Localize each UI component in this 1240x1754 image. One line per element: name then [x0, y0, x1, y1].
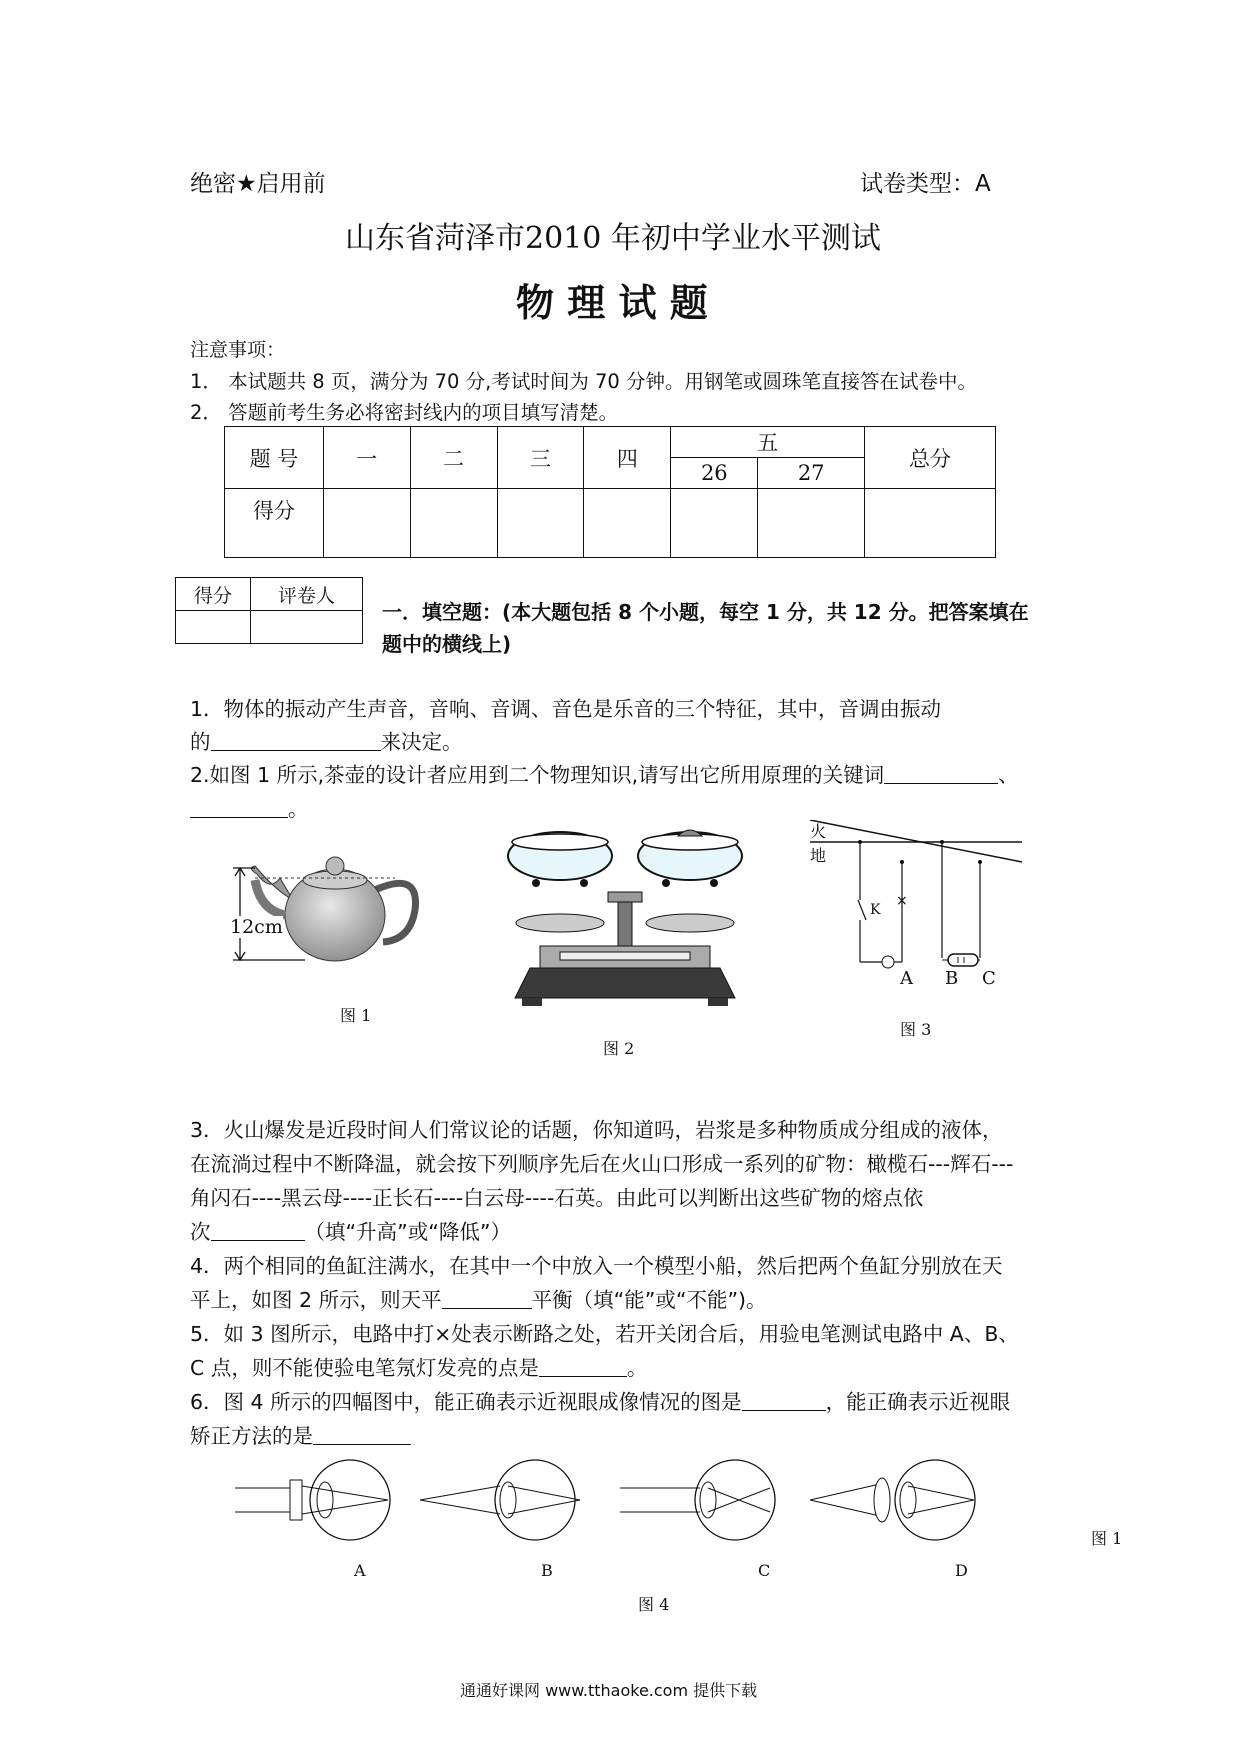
grader-score-cell[interactable] [176, 611, 251, 644]
q3-line4 [190, 1215, 511, 1245]
q6-line1-post: ，能正确表示近视眼 [825, 1390, 1011, 1414]
q4-answer-blank[interactable] [442, 1288, 532, 1309]
q3-line4-post: （填“升高”或“降低”） [304, 1220, 511, 1244]
figure4-label-d: D [955, 1561, 968, 1580]
col-header-total: 总分 [865, 427, 996, 489]
grader-name-cell[interactable] [251, 611, 363, 644]
stray-figure-caption: 图 1 [1091, 1529, 1123, 1548]
figure1-height-label: 12cm [230, 916, 283, 938]
q2-text: 2.如图 1 所示,茶壶的设计者应用到二个物理知识,请写出它所用原理的关键词 [190, 763, 885, 787]
q3-line3: 角闪石----黑云母----正长石----白云母----石英。由此可以判断出这些矿物的熔点依 [190, 1186, 924, 1210]
eye-diagram-a [235, 1460, 390, 1540]
figure3-point-c: C [982, 968, 996, 989]
score-table-header-label: 题 号 [225, 427, 324, 489]
figure3-ground-label: 地 [810, 846, 827, 865]
q3-line2: 在流淌过程中不断降温，就会按下列顺序先后在火山口形成一系列的矿物：橄榄石---辉石--- [190, 1152, 1014, 1176]
figure3-switch-label: K [870, 902, 881, 918]
col-header-2: 二 [410, 427, 497, 489]
fish-tank-left [508, 832, 612, 887]
score-cell[interactable] [584, 489, 671, 558]
figure3-point-a: A [900, 968, 913, 989]
figure3-point-b: B [945, 968, 959, 989]
q1-line1: 1．物体的振动产生声音，音响、音调、音色是乐音的三个特征，其中，音调由振动 [190, 697, 942, 721]
q2-answer-blank-1[interactable] [884, 763, 998, 784]
score-cell[interactable] [758, 489, 865, 558]
col-header-4: 四 [584, 427, 671, 489]
grader-box [175, 577, 363, 644]
q2-separator: 、 [998, 763, 1019, 787]
section1-title-line2: 题中的横线上) [382, 632, 512, 656]
score-cell[interactable] [671, 489, 758, 558]
figure2-caption: 图 2 [603, 1039, 635, 1058]
section1-title-line1: 一．填空题：(本大题包括 8 个小题，每空 1 分，共 12 分。把答案填在 [382, 600, 1029, 624]
q6-line2-pre: 矫正方法的是 [190, 1424, 313, 1448]
balance-scale [515, 892, 735, 1006]
notice-heading: 注意事项： [190, 339, 286, 361]
q4-line1: 4．两个相同的鱼缸注满水，在其中一个中放入一个模型小船，然后把两个鱼缸分别放在天 [190, 1254, 1003, 1278]
q4-line2 [190, 1283, 767, 1313]
figure4-eyes [230, 1450, 1020, 1550]
q2-end: 。 [288, 797, 309, 821]
q5-answer-blank[interactable] [539, 1356, 627, 1377]
figure1-caption: 图 1 [340, 1006, 372, 1025]
score-row-label: 得分 [225, 489, 324, 558]
q5-line2 [190, 1351, 647, 1381]
figure2-balance [500, 818, 750, 1018]
col-header-5-group: 五 [671, 427, 865, 458]
footer-text: 通通好课网 www.tthaoke.com 提供下载 [460, 1681, 758, 1700]
q2-line2 [190, 792, 309, 822]
notice-item-1: 1． 本试题共 8 页，满分为 70 分,考试时间为 70 分钟。用钢笔或圆珠笔直接答在试卷中。 [190, 370, 978, 393]
paper-type: 试卷类型：A [860, 171, 991, 197]
exam-title: 山东省菏泽市2010 年初中学业水平测试 [345, 221, 881, 256]
q5-line2-pre: C 点，则不能使验电笔氖灯发亮的点是 [190, 1356, 539, 1380]
col-header-27: 27 [758, 458, 865, 489]
q5-line2-post: 。 [626, 1356, 648, 1380]
figure3-circuit [800, 820, 1030, 990]
q6-answer-blank-1[interactable] [742, 1390, 826, 1411]
eye-diagram-b [420, 1460, 580, 1540]
figure4-label-c: C [758, 1561, 771, 1580]
q3-answer-blank[interactable] [211, 1220, 305, 1241]
fish-tank-right [638, 830, 742, 887]
grader-name-label: 评卷人 [251, 578, 363, 611]
score-cell[interactable] [323, 489, 410, 558]
figure4-label-b: B [541, 1561, 553, 1580]
score-cell[interactable] [410, 489, 497, 558]
q3-line4-pre: 次 [190, 1220, 211, 1244]
eye-diagram-d [810, 1460, 975, 1540]
col-header-3: 三 [497, 427, 584, 489]
score-cell-total[interactable] [865, 489, 996, 558]
figure1-teapot [225, 830, 435, 980]
q3-line1: 3．火山爆发是近段时间人们常议论的话题，你知道吗，岩浆是多种物质成分组成的液体， [190, 1118, 1003, 1142]
figure3-break-mark: × [896, 893, 908, 909]
q6-line2 [190, 1419, 411, 1449]
eye-diagram-c [620, 1460, 775, 1540]
q1-answer-blank[interactable] [211, 730, 381, 751]
q1-line2-post: 来决定。 [380, 730, 463, 754]
grader-score-label: 得分 [176, 578, 251, 611]
figure4-label-a: A [354, 1561, 366, 1580]
q6-answer-blank-2[interactable] [313, 1424, 411, 1445]
notice-item-2: 2． 答题前考生务必将密封线内的项目填写清楚。 [190, 401, 619, 424]
q6-line1-pre: 6．图 4 所示的四幅图中，能正确表示近视眼成像情况的图是 [190, 1390, 742, 1414]
q4-line2-post: 平衡（填“能”或“不能”)。 [531, 1288, 767, 1312]
score-cell[interactable] [497, 489, 584, 558]
figure4-caption: 图 4 [638, 1595, 670, 1614]
figure3-caption: 图 3 [900, 1020, 932, 1039]
figure3-live-label: 火 [810, 822, 827, 841]
q6-line1 [190, 1385, 1010, 1415]
col-header-1: 一 [323, 427, 410, 489]
col-header-26: 26 [671, 458, 758, 489]
score-table [224, 426, 996, 558]
q5-line1: 5．如 3 图所示，电路中打×处表示断路之处，若开关闭合后，用验电笔测试电路中 A、B、 [190, 1322, 1019, 1346]
confidential-label: 绝密★启用前 [190, 171, 326, 197]
q1-line2-pre: 的 [190, 730, 211, 754]
q2-line1 [190, 758, 1019, 788]
subject-title: 物 理 试 题 [516, 281, 708, 325]
q4-line2-pre: 平上，如图 2 所示，则天平 [190, 1288, 442, 1312]
q2-answer-blank-2[interactable] [190, 797, 288, 818]
q1-line2 [190, 725, 463, 755]
